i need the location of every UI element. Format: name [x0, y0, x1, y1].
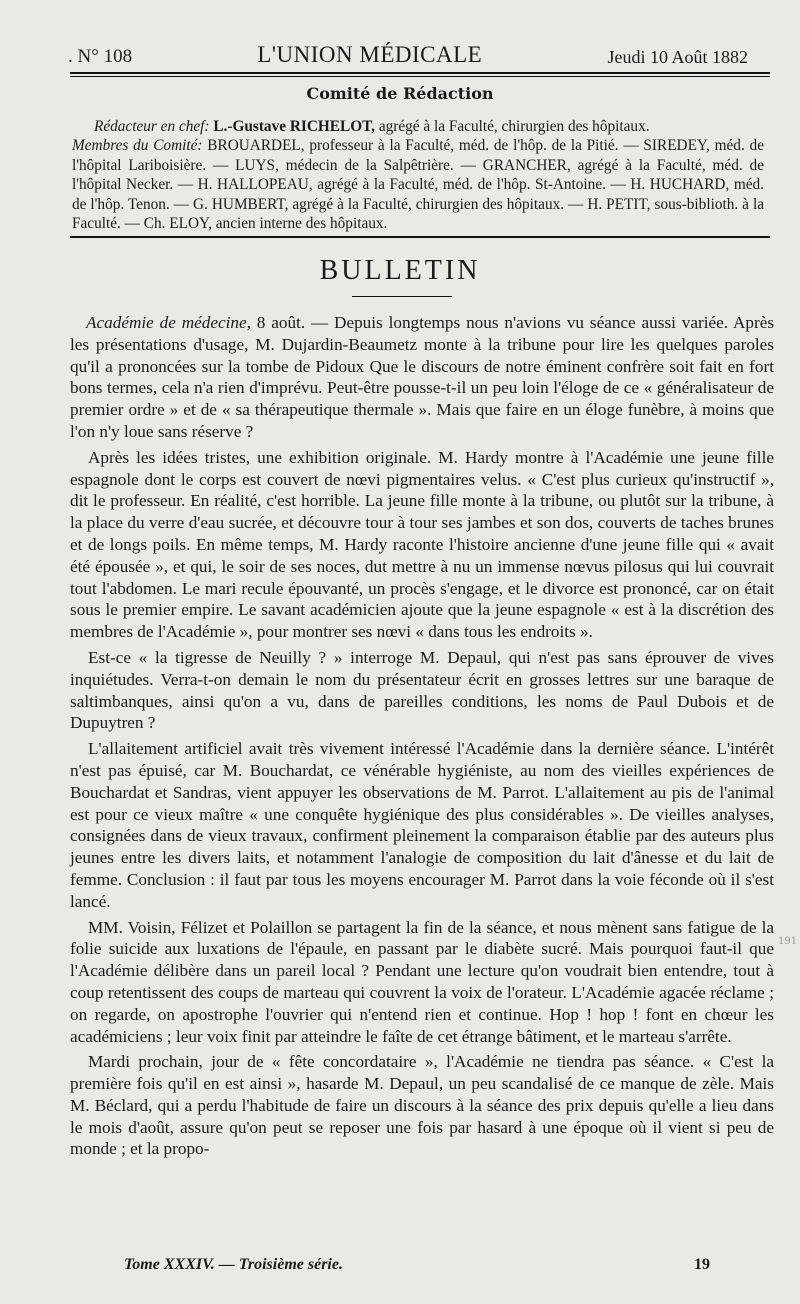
- paragraph-6: Mardi prochain, jour de « fête concordataire », l'Académie ne tiendra pas séance. « C'est la première fois qu'il en est ainsi », hasarde M. Depaul, un peu scandalisé de ce manque de zèle. Mais M. Béclard, qui a perdu l'habitude de faire un discours à la séance des prix depuis qu'elle a lieu dans le mois d'août, assure qu'on peut se reposer une fois par hasard à une époque où il vient si peu de monde ; et la propo-: [70, 1052, 774, 1159]
- issue-number: . N° 108: [68, 46, 133, 67]
- redacteur-name: L.-Gustave RICHELOT,: [213, 118, 375, 135]
- page-footer: [124, 1256, 710, 1282]
- membres-label: Membres du Comité:: [72, 137, 203, 155]
- margin-mark: 191: [778, 936, 798, 947]
- redacteur-rest: agrégé à la Faculté, chirurgien des hôpitaux.: [378, 118, 650, 135]
- redacteur-line: [82, 117, 764, 136]
- page-header: [68, 36, 748, 68]
- comite-rule: [70, 236, 770, 238]
- header-rule-thin: [70, 76, 770, 77]
- tome-label: Tome XXXIV. — Troisième série.: [124, 1256, 343, 1273]
- membres-text: BROUARDEL, professeur à la Faculté, méd. de l'hôp. de la Pitié. — SIREDEY, méd. de l'hôpital Lariboisière. — LUYS, médecin de la Salpêtrière. — GRANCHER, agrégé à la Faculté, méd. de l'hôpital Necker. — H. HALLOPEAU, agrégé à la Faculté, méd. de l'hôp. St-Antoine. — H. HUCHARD, méd. de l'hôp. Tenon. — G. HUMBERT, agrégé à la Faculté, chirurgien des hôpitaux. — H. PETIT, sous-biblioth. à la Faculté. — Ch. ELOY, ancien interne des hôpitaux.: [72, 137, 764, 233]
- membres-paragraph: [72, 136, 764, 233]
- paragraph-2: Après les idées tristes, une exhibition originale. M. Hardy montre à l'Académie une jeune fille espagnole dont le corps est couvert de nœvi pigmentaires velus. « C'est plus curieux qu'instructif », dit le professeur. En réalité, c'est horrible. La jeune fille monte à la tribune, ou plutôt sur la tribune, à la place du verre d'eau sucrée, et découvre tour à tour ses jambes et son dos, couverts de taches brunes et de longs poils. En même temps, M. Hardy raconte l'histoire ancienne d'une jeune fille qui « avait été épousée », et qui, le soir de ses noces, dut mettre à nu un immense nœvus pilosus qui lui couvrait tout l'abdomen. Le mari recule épouvanté, un procès s'engage, et le divorce est prononcé, car on était sous le premier empire. Le savant académicien ajoute que la jeune espagnole « est à la discrétion des membres de l'Académie », pour montrer ses nœvi « dans tous les endroits ».: [70, 447, 774, 642]
- bulletin-underline: [352, 296, 452, 297]
- header-rule: [70, 72, 770, 74]
- paragraph-lead: Académie de médecine,: [86, 313, 251, 332]
- paragraph-1: [70, 312, 774, 443]
- paragraph-4: L'allaitement artificiel avait très vivement intéressé l'Académie dans la dernière séance. L'intérêt n'est pas épuisé, car M. Bouchardat, ce vénérable hygiéniste, au nom des vieilles expériences de Bouchardat et Sandras, vient appuyer les observations de M. Parrot. L'allaitement au pis de l'animal est pour ce vieux maître « une conquête hygiénique des plus considérables ». De vieilles analyses, consignées dans de vieux travaux, confirment pleinement la comparaison établie par des auteurs plus jeunes entre les divers laits, et notamment l'analogie de composition du lait d'ânesse et du lait de femme. Conclusion : il faut par tous les moyens encourager M. Parrot dans la voie féconde où il s'est lancé.: [70, 739, 774, 911]
- page-number: 19: [694, 1256, 710, 1273]
- comite-block: [72, 117, 764, 233]
- comite-heading: Comité de Rédaction: [306, 84, 494, 103]
- bulletin-title: BULLETIN: [319, 255, 481, 286]
- paragraph-3: Est-ce « la tigresse de Neuilly ? » interroge M. Depaul, qui n'est pas sans éprouver de vives inquiétudes. Verra-t-on demain le nom du présentateur écrit en grosses lettres sur une baraque de saltimbanques, ainsi qu'on a vu, dans de pareilles conditions, les noms de Paul Dubois et de Dupuytren ?: [70, 647, 774, 733]
- paragraph-5: MM. Voisin, Félizet et Polaillon se partagent la fin de la séance, et nous mènent sans fatigue de la folie suicide aux luxations de l'épaule, en passant par le diabète sucré. Mais pourquoi faut-il que l'Académie délibère dans un pareil local ? Pendant une lecture qu'on voudrait bien entendre, tout à coup retentissent des coups de marteau qui couvrent la voix de l'orateur. L'Académie agacée réclame ; on regarde, on apostrophe l'ouvrier qui n'entend rien et continue. Hop ! hop ! font en chœur les académiciens ; leur voix finit par atteindre le faîte de cet étrange bâtiment, et le marteau s'arrête.: [70, 917, 774, 1046]
- bulletin-article: [70, 312, 774, 1164]
- issue-date: Jeudi 10 Août 1882: [607, 47, 748, 67]
- journal-title: L'UNION MÉDICALE: [257, 42, 483, 67]
- redacteur-label: Rédacteur en chef:: [94, 118, 210, 135]
- paragraph-1-text: 8 août. — Depuis longtemps nous n'avions vu séance aussi variée. Après les présentations d'usage, M. Dujardin-Beaumetz monte à la tribune pour lire les quelques paroles qu'il a prononcées sur la tombe de Pidoux Que le discours de notre éminent confrère soit fait en fort bons termes, cela n'a rien d'imprévu. Peut-être pousse-t-il un peu loin l'éloge de ce « généralisateur de premier ordre » et de « sa thérapeutique thermale ». Mais que faire en un éloge funèbre, à moins que l'on n'y loue sans réserve ?: [70, 313, 775, 441]
